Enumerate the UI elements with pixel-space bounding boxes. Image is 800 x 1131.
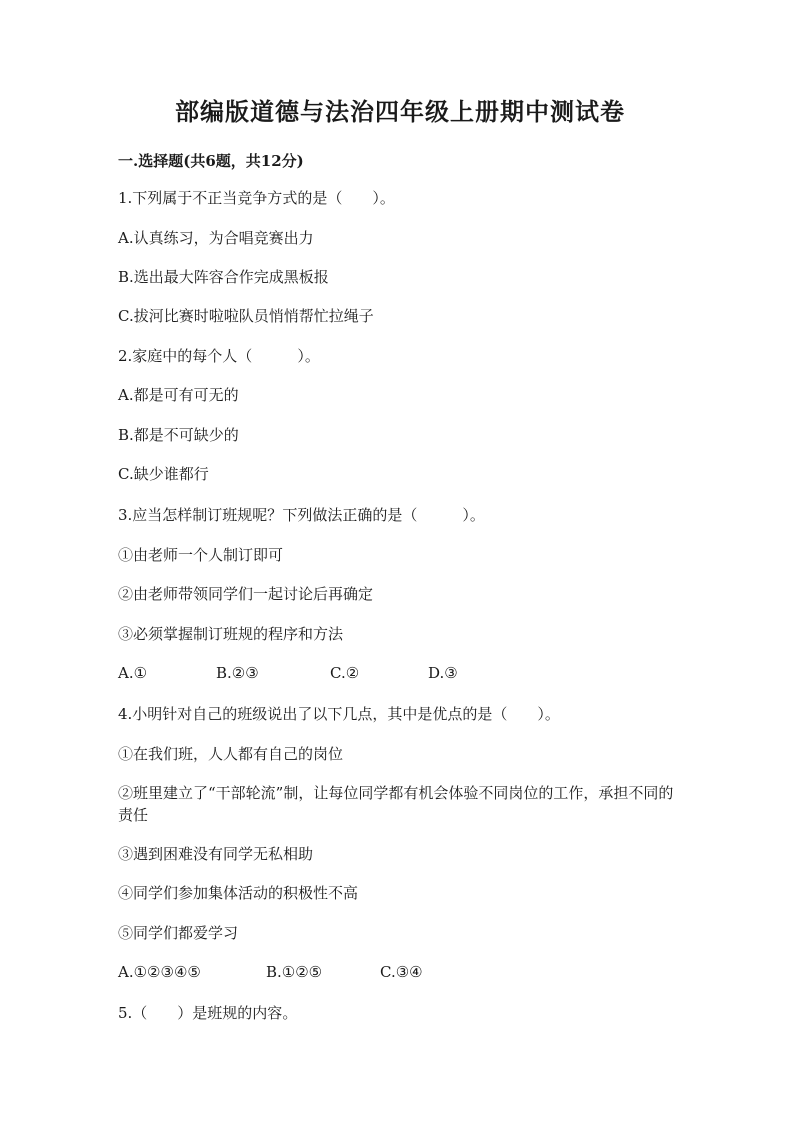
question-4-statement-5: ⑤同学们都爱学习 bbox=[118, 924, 239, 942]
question-4-statement-1: ①在我们班，人人都有自己的岗位 bbox=[118, 745, 344, 763]
question-3-option-b: B.②③ bbox=[216, 664, 259, 682]
question-3-options bbox=[118, 662, 458, 684]
question-3-statement-2: ②由老师带领同学们一起讨论后再确定 bbox=[118, 585, 374, 603]
question-2-option-b: B.都是不可缺少的 bbox=[118, 426, 239, 444]
question-1-option-b: B.选出最大阵容合作完成黑板报 bbox=[118, 268, 329, 286]
question-1-option-c: C.拔河比赛时啦啦队员悄悄帮忙拉绳子 bbox=[118, 307, 374, 325]
question-4-statement-3: ③遇到困难没有同学无私相助 bbox=[118, 845, 314, 863]
question-2-stem: 2.家庭中的每个人（ ）。 bbox=[118, 347, 320, 365]
question-3-statement-3: ③必须掌握制订班规的程序和方法 bbox=[118, 625, 344, 643]
question-2-option-a: A.都是可有可无的 bbox=[118, 386, 239, 404]
question-4-statement-2: ②班里建立了“干部轮流”制，让每位同学都有机会体验不同岗位的工作，承担不同的责任 bbox=[118, 784, 674, 824]
question-3-option-d: D.③ bbox=[428, 664, 458, 682]
section-heading: 一.选择题(共6题，共12分) bbox=[118, 152, 304, 170]
question-4-statement-4: ④同学们参加集体活动的积极性不高 bbox=[118, 884, 359, 902]
question-4-option-a: A.①②③④⑤ bbox=[118, 963, 201, 981]
question-3-stem: 3.应当怎样制订班规呢？下列做法正确的是（ ）。 bbox=[118, 506, 485, 524]
question-4-option-b: B.①②⑤ bbox=[266, 963, 323, 981]
question-4-option-c: C.③④ bbox=[380, 963, 423, 981]
question-1-option-a: A.认真练习，为合唱竞赛出力 bbox=[118, 229, 314, 247]
question-1-stem: 1.下列属于不正当竞争方式的是（ ）。 bbox=[118, 189, 395, 207]
page-title: 部编版道德与法治四年级上册期中测试卷 bbox=[175, 97, 625, 126]
question-5-stem: 5.（ ）是班规的内容。 bbox=[118, 1004, 298, 1022]
question-3-option-c: C.② bbox=[330, 664, 360, 682]
question-2-option-c: C.缺少谁都行 bbox=[118, 465, 209, 483]
question-3-statement-1: ①由老师一个人制订即可 bbox=[118, 546, 284, 564]
question-4-stem: 4.小明针对自己的班级说出了以下几点，其中是优点的是（ ）。 bbox=[118, 705, 560, 723]
question-4-options bbox=[118, 961, 423, 983]
question-3-option-a: A.① bbox=[118, 664, 148, 682]
